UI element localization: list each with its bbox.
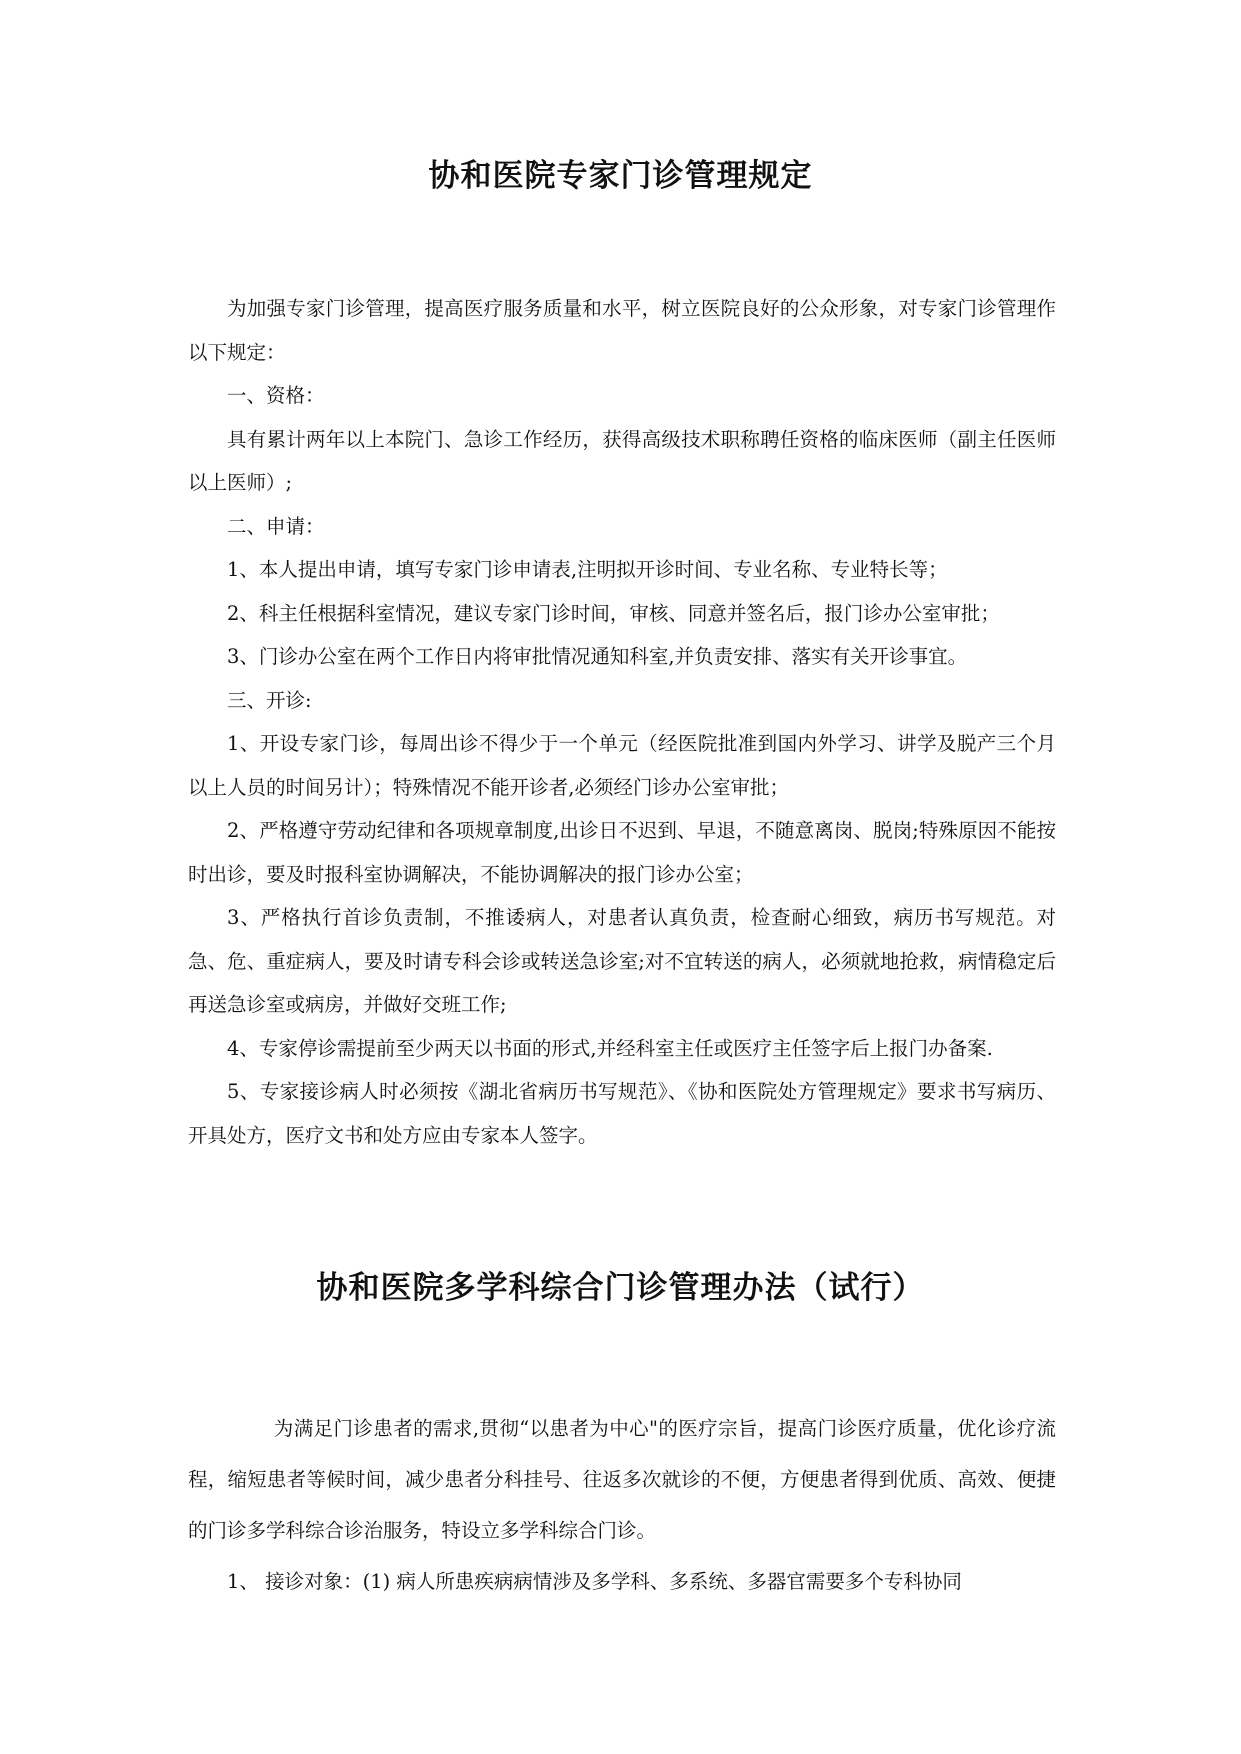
heading-application: 二、申请： [227, 514, 325, 538]
clinic-item-4: 4、专家停诊需提前至少两天以书面的形式,并经科室主任或医疗主任签字后上报门办备案. [227, 1036, 993, 1060]
application-item-3: 3、门诊办公室在两个工作日内将审批情况通知科室,并负责安排、落实有关开诊事宜。 [227, 645, 968, 668]
qualification-text: 具有累计两年以上本院门、急诊工作经历，获得高级技术职称聘任资格的临床医师（副主任医师以上医师）; [188, 427, 1056, 494]
intro-paragraph: 为加强专家门诊管理，提高医疗服务质量和水平，树立医院良好的公众形象，对专家门诊管理作以下规定： [188, 297, 1056, 364]
heading-qualification: 一、资格： [227, 384, 325, 407]
clinic-item-2: 2、严格遵守劳动纪律和各项规章制度,出诊日不迟到、早退，不随意离岗、脱岗;特殊原因不能按时出诊，要及时报科室协调解决，不能协调解决的报门诊办公室； [188, 819, 1056, 886]
document-title: 协和医院专家门诊管理规定 [428, 158, 813, 194]
clinic-item-1: 1、开设专家门诊，每周出诊不得少于一个单元（经医院批准到国内外学习、讲学及脱产三个月以上人员的时间另计）；特殊情况不能开诊者,必须经门诊办公室审批； [188, 732, 1056, 799]
section-multidisciplinary-clinic [188, 1403, 1056, 1607]
document-title-2: 协和医院多学科综合门诊管理办法（试行） [316, 1270, 925, 1306]
application-item-1: 1、本人提出申请，填写专家门诊申请表,注明拟开诊时间、专业名称、专业特长等； [227, 558, 948, 581]
section-expert-clinic-rules [188, 287, 1056, 1157]
intro-paragraph-2: 为满足门诊患者的需求,贯彻“以患者为中心"的医疗宗旨，提高门诊医疗质量，优化诊疗流程，缩短患者等候时间，减少患者分科挂号、往返多次就诊的不便，方便患者得到优质、高效、便捷的门诊多学科综合诊治服务，特设立多学科综合门诊。 [188, 1417, 1056, 1542]
application-item-2: 2、科主任根据科室情况，建议专家门诊时间，审核、同意并签名后，报门诊办公室审批； [227, 601, 1000, 625]
heading-clinic: 三、开诊: [227, 688, 312, 712]
clinic-item-3: 3、严格执行首诊负责制，不推诿病人，对患者认真负责，检查耐心细致，病历书写规范。对急、危、重症病人，要及时请专科会诊或转送急诊室;对不宜转送的病人，必须就地抢救，病情稳定后再送急诊室或病房，并做好交班工作; [188, 906, 1056, 1016]
clinic-item-5: 5、专家接诊病人时必须按《湖北省病历书写规范》、《协和医院处方管理规定》要求书写病历、开具处方，医疗文书和处方应由专家本人签字。 [188, 1080, 1056, 1147]
list-item-1: 1、 接诊对象：(1) 病人所患疾病病情涉及多学科、多系统、多器官需要多个专科协同 [227, 1570, 962, 1593]
